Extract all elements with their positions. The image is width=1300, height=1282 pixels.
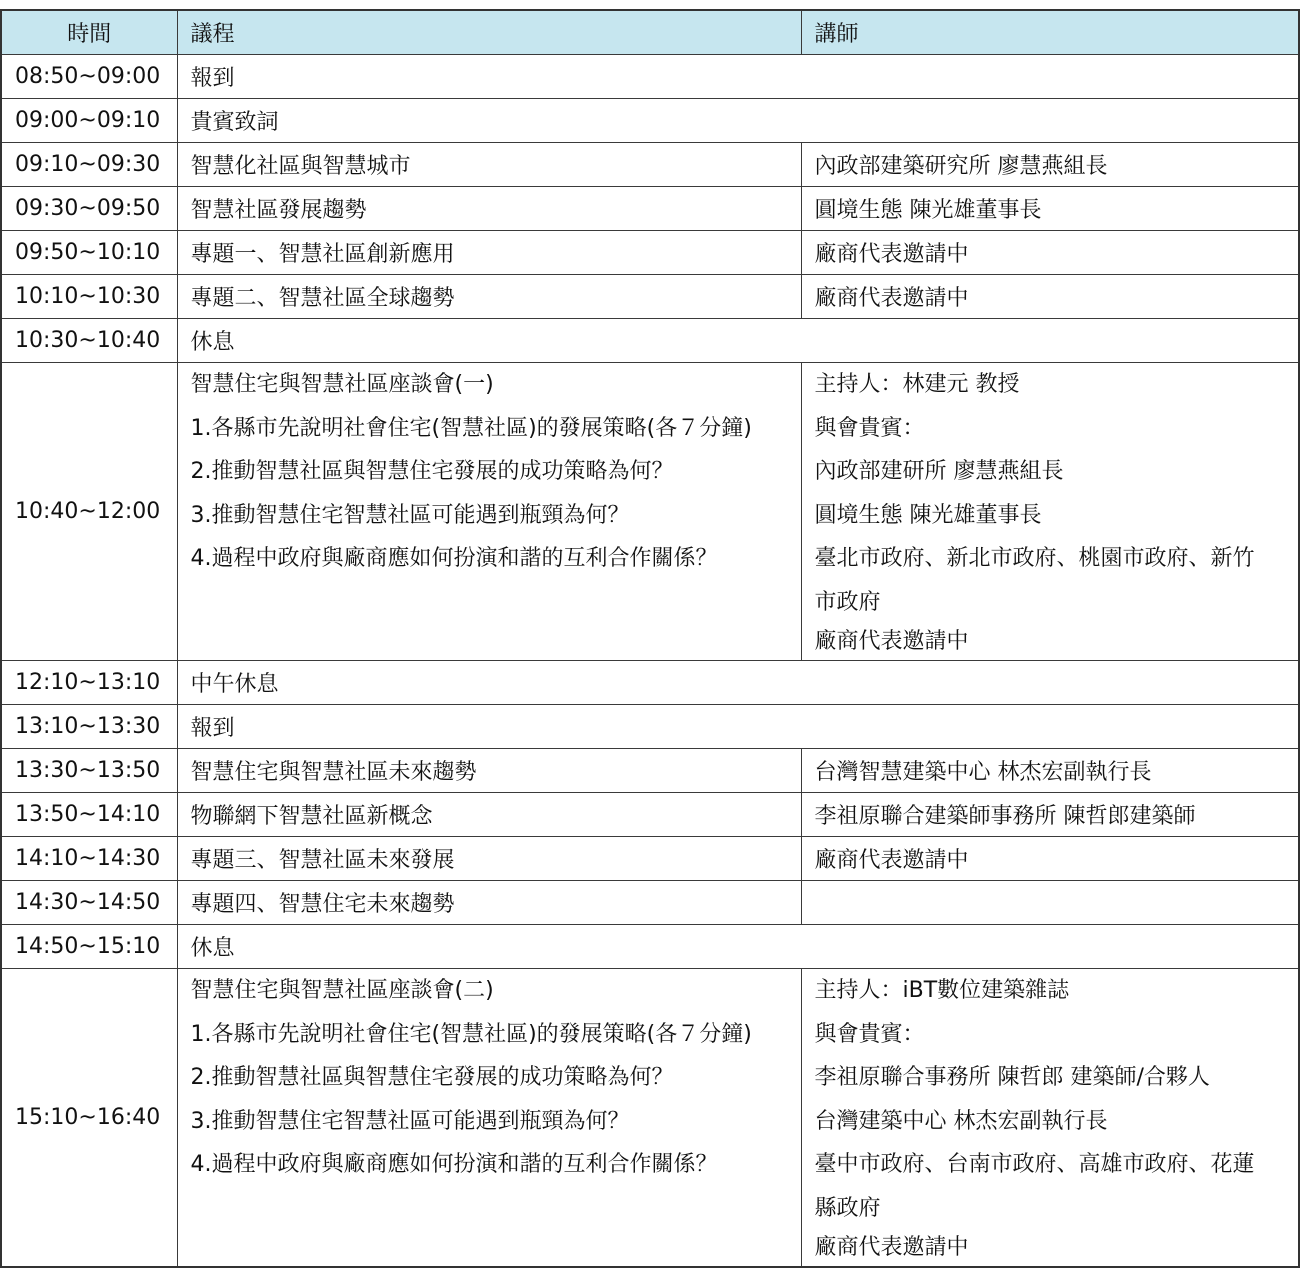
panel-host: 主持人：林建元 教授 [814,372,1020,397]
table-row [1,99,1299,143]
panel-guest: 臺中市政府、台南市政府、高雄市政府、花蓮 [814,1152,1255,1177]
speaker-cell: 廠商代表邀請中 [801,837,1299,881]
table-row [1,319,1299,363]
panel-question: 3.推動智慧住宅智慧社區可能遇到瓶頸為何？ [190,502,630,528]
time-cell: 08:50~09:00 [1,55,177,99]
speaker-cell: 廠商代表邀請中 [801,231,1299,275]
panel-guest: 圓境生態 陳光雄董事長 [814,502,1042,528]
panel-guest: 台灣建築中心 林杰宏副執行長 [814,1108,1108,1134]
panel-speaker-cell [801,363,1299,661]
panel-question: 4.過程中政府與廠商應如何扮演和諧的互利合作關係？ [190,1152,718,1177]
header-time: 時間 [1,10,177,55]
panel-question: 1.各縣市先說明社會住宅(智慧社區)的發展策略(各７分鐘) [190,415,752,441]
table-row [1,275,1299,319]
topic-cell: 物聯網下智慧社區新概念 [177,793,801,837]
panel-speaker-cell [801,969,1299,1268]
panel-guest: 廠商代表邀請中 [814,1235,969,1260]
panel-topic-cell [177,363,801,661]
header-speaker: 講師 [801,10,1299,55]
panel-question: 1.各縣市先說明社會住宅(智慧社區)的發展策略(各７分鐘) [190,1021,752,1047]
time-cell: 09:30~09:50 [1,187,177,231]
table-row [1,881,1299,925]
topic-cell: 休息 [177,925,1299,969]
time-cell: 09:00~09:10 [1,99,177,143]
panel-guests-label: 與會貴賓： [814,1021,925,1047]
time-cell: 09:50~10:10 [1,231,177,275]
panel-title: 智慧住宅與智慧社區座談會(一) [190,372,494,397]
header-topic: 議程 [177,10,801,55]
topic-cell: 專題三、智慧社區未來發展 [177,837,801,881]
time-cell: 12:10~13:10 [1,661,177,705]
panel-spacer [191,624,801,660]
time-cell: 14:50~15:10 [1,925,177,969]
header-row [1,10,1299,55]
topic-cell: 智慧化社區與智慧城市 [177,143,801,187]
speaker-cell: 李祖原聯合建築師事務所 陳哲郎建築師 [801,793,1299,837]
table-row [1,793,1299,837]
topic-cell: 中午休息 [177,661,1299,705]
topic-cell: 智慧住宅與智慧社區未來趨勢 [177,749,801,793]
time-cell: 15:10~16:40 [1,969,177,1268]
table-row [1,837,1299,881]
panel-spacer [191,581,801,625]
time-cell: 10:10~10:30 [1,275,177,319]
panel-guest: 內政部建研所 廖慧燕組長 [814,459,1064,484]
time-cell: 13:30~13:50 [1,749,177,793]
table-row [1,661,1299,705]
topic-cell: 專題二、智慧社區全球趨勢 [177,275,801,319]
panel-guest: 廠商代表邀請中 [814,629,969,654]
topic-cell: 報到 [177,55,1299,99]
time-cell: 09:10~09:30 [1,143,177,187]
topic-cell: 休息 [177,319,1299,363]
time-cell: 14:30~14:50 [1,881,177,925]
table-row [1,705,1299,749]
panel-guest: 李祖原聯合事務所 陳哲郎 建築師/合夥人 [814,1065,1210,1090]
speaker-cell: 廠商代表邀請中 [801,275,1299,319]
speaker-cell: 內政部建築研究所 廖慧燕組長 [801,143,1299,187]
panel-row-2 [1,969,1299,1268]
time-cell: 13:50~14:10 [1,793,177,837]
topic-cell: 專題四、智慧住宅未來趨勢 [177,881,801,925]
topic-cell: 智慧社區發展趨勢 [177,187,801,231]
topic-cell: 貴賓致詞 [177,99,1299,143]
panel-guest: 臺北市政府、新北市政府、桃園市政府、新竹 [814,546,1255,571]
table-row [1,55,1299,99]
panel-question: 2.推動智慧社區與智慧住宅發展的成功策略為何？ [190,459,674,484]
panel-spacer [191,1230,801,1266]
topic-cell: 專題一、智慧社區創新應用 [177,231,801,275]
speaker-cell: 台灣智慧建築中心 林杰宏副執行長 [801,749,1299,793]
panel-title: 智慧住宅與智慧社區座談會(二) [190,978,494,1003]
panel-question: 3.推動智慧住宅智慧社區可能遇到瓶頸為何？ [190,1108,630,1134]
speaker-cell [801,881,1299,925]
panel-guests-label: 與會貴賓： [814,415,925,441]
panel-spacer [191,1187,801,1231]
panel-topic-cell [177,969,801,1268]
speaker-cell: 圓境生態 陳光雄董事長 [801,187,1299,231]
table-row [1,187,1299,231]
time-cell: 14:10~14:30 [1,837,177,881]
table-row [1,749,1299,793]
panel-guest: 縣政府 [814,1195,881,1221]
panel-question: 4.過程中政府與廠商應如何扮演和諧的互利合作關係？ [190,546,718,571]
agenda-table [0,9,1300,1268]
table-row [1,925,1299,969]
topic-cell: 報到 [177,705,1299,749]
panel-host: 主持人：iBT數位建築雜誌 [814,978,1070,1003]
time-cell: 13:10~13:30 [1,705,177,749]
time-cell: 10:40~12:00 [1,363,177,661]
time-cell: 10:30~10:40 [1,319,177,363]
panel-row-1 [1,363,1299,661]
table-row [1,231,1299,275]
panel-question: 2.推動智慧社區與智慧住宅發展的成功策略為何？ [190,1065,674,1090]
panel-guest: 市政府 [814,589,881,615]
table-row [1,143,1299,187]
